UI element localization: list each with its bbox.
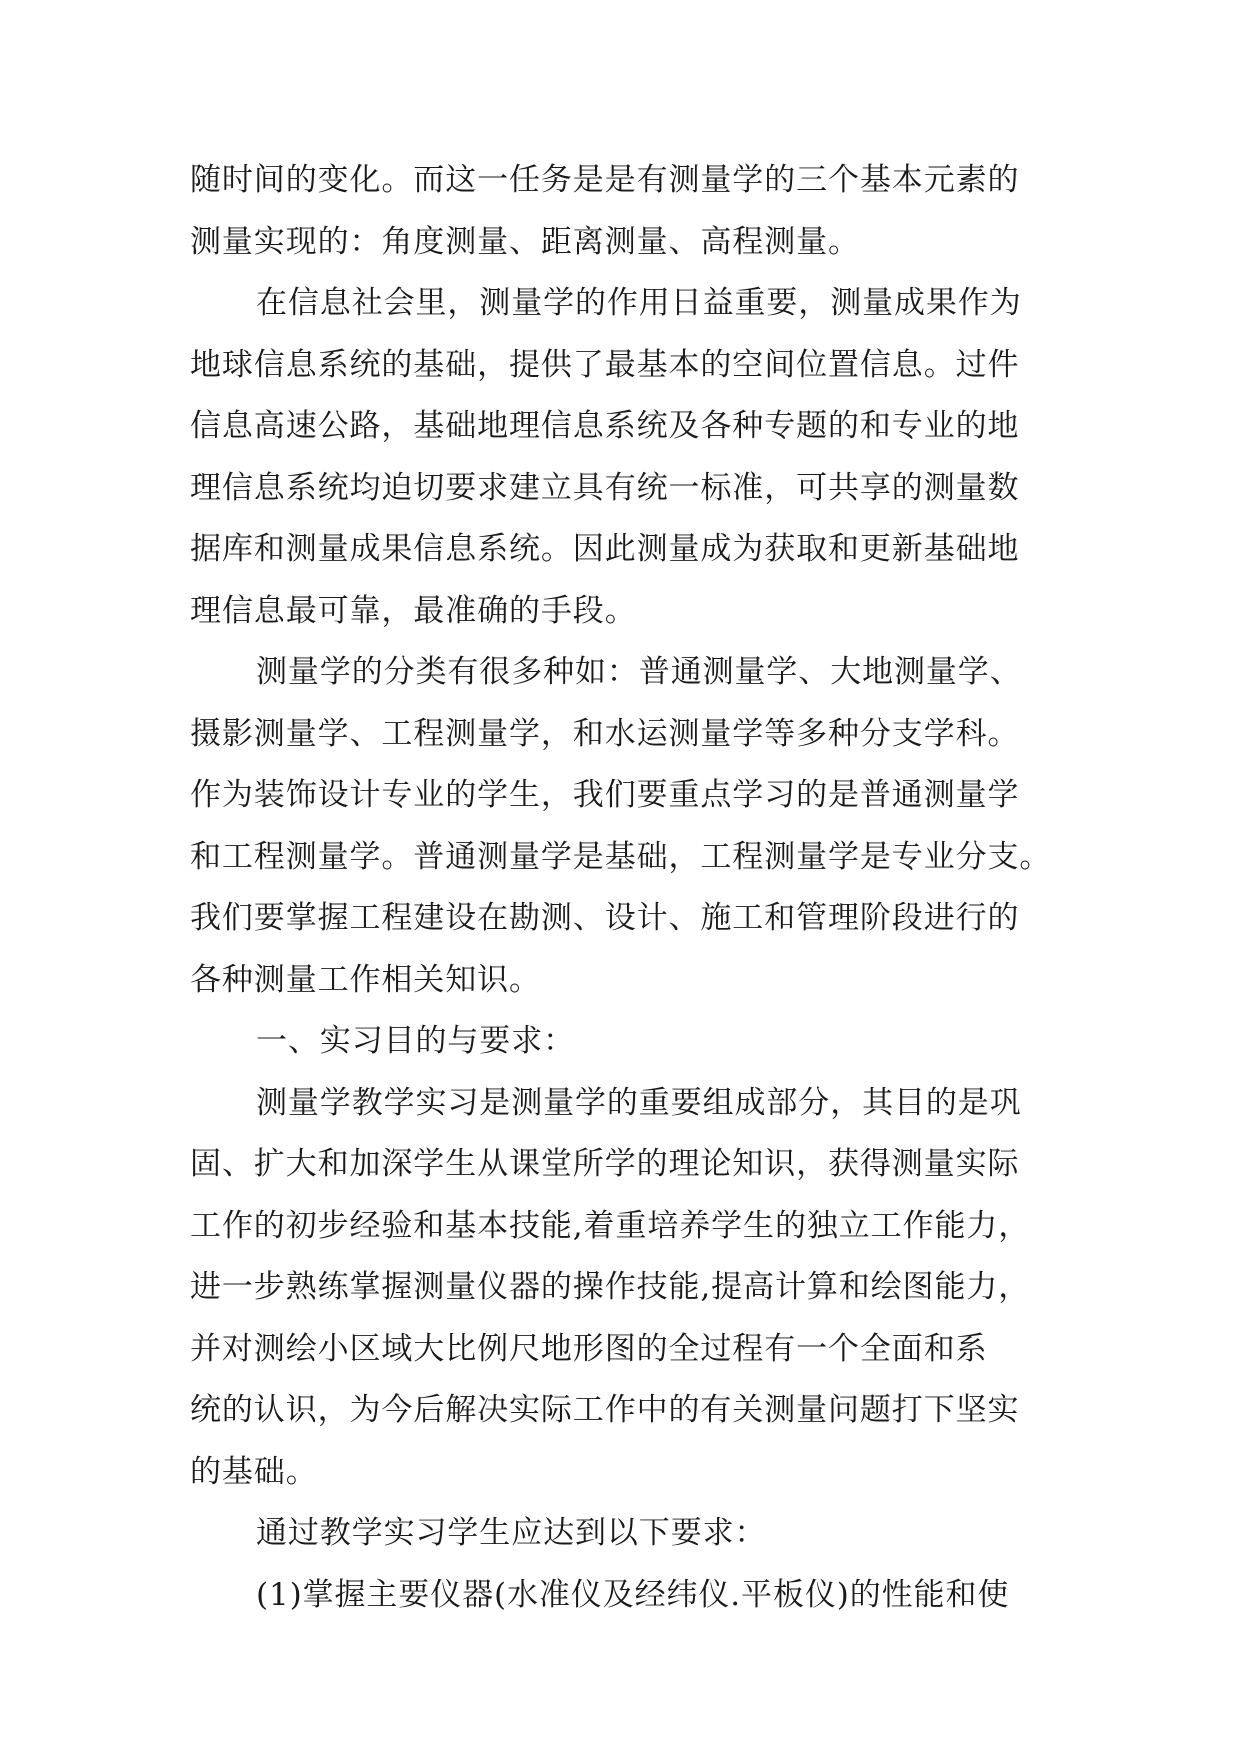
text-line: 地球信息系统的基础，提供了最基本的空间位置信息。过件 (190, 346, 1020, 383)
text-line: 随时间的变化。而这一任务是是有测量学的三个基本元素的 (190, 162, 1020, 198)
text-line: 工作的初步经验和基本技能,着重培养学生的独立工作能力， (190, 1207, 1031, 1244)
text-line: 各种测量工作相关知识。 (190, 961, 541, 998)
paragraph-start-line: 测量学教学实习是测量学的重要组成部分，其目的是巩 (256, 1084, 1022, 1121)
paragraph-start-line: 测量学的分类有很多种如：普通测量学、大地测量学、 (256, 654, 1022, 690)
text-line: 的基础。 (190, 1453, 318, 1490)
list-item-line: (1)掌握主要仪器(水准仪及经纬仪.平板仪)的性能和使 (256, 1576, 1010, 1613)
text-line: 我们要掌握工程建设在勘测、设计、施工和管理阶段进行的 (190, 900, 1020, 936)
paragraph-start-line: 在信息社会里，测量学的作用日益重要，测量成果作为 (256, 285, 1022, 321)
text-line: 并对测绘小区域大比例尺地形图的全过程有一个全面和系 (190, 1330, 988, 1367)
text-line: 据库和测量成果信息系统。因此测量成为获取和更新基础地 (190, 531, 1020, 567)
text-line: 作为装饰设计专业的学生，我们要重点学习的是普通测量学 (190, 777, 1020, 813)
section-heading: 一、实习目的与要求： (256, 1023, 575, 1059)
text-line: 进一步熟练掌握测量仪器的操作技能,提高计算和绘图能力， (190, 1269, 1031, 1305)
text-line: 统的认识，为今后解决实际工作中的有关测量问题打下坚实 (190, 1392, 1020, 1428)
text-line: 理信息系统均迫切要求建立具有统一标准，可共享的测量数 (190, 469, 1020, 506)
paragraph-start-line: 通过教学实习学生应达到以下要求： (256, 1515, 767, 1551)
text-line: 和工程测量学。普通测量学是基础，工程测量学是专业分支。 (190, 838, 1052, 875)
text-line: 信息高速公路，基础地理信息系统及各种专题的和专业的地 (190, 408, 1020, 444)
text-line: 理信息最可靠，最准确的手段。 (190, 592, 637, 629)
text-line: 测量实现的：角度测量、距离测量、高程测量。 (190, 223, 860, 260)
document-body (190, 150, 1070, 1626)
text-line: 固、扩大和加深学生从课堂所学的理论知识，获得测量实际 (190, 1146, 1020, 1182)
text-line: 摄影测量学、工程测量学，和水运测量学等多种分支学科。 (190, 715, 1020, 752)
